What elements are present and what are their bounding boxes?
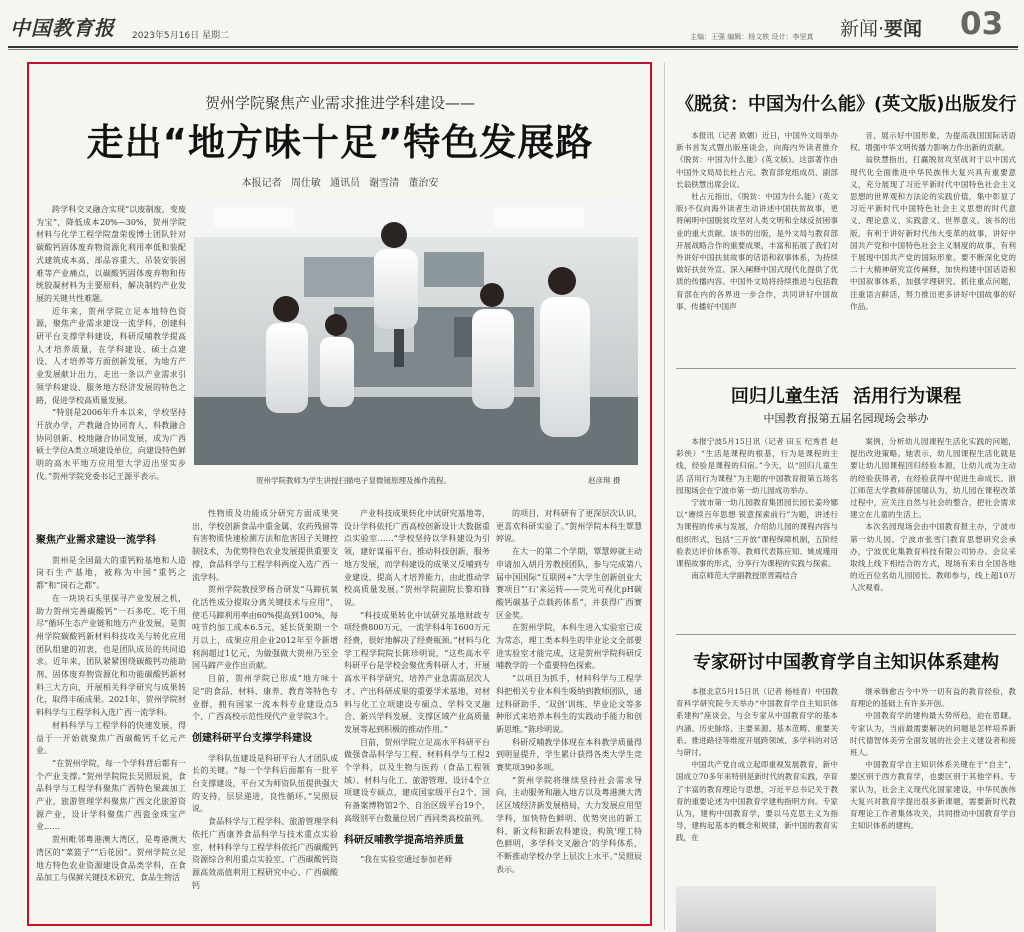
article-byline: 本报记者 周仕敏 通讯员 谢雪清 董治安 (241, 178, 439, 189)
paragraph: 科研反哺教学体现在本科教学质量得到明显提升，学生累计获得各类大学生竞赛奖项390多项。 (496, 737, 642, 773)
article2-column-2 (850, 130, 1016, 362)
section-heading: 聚焦产业需求建设一流学科 (36, 535, 156, 546)
article3-column-2 (850, 436, 1016, 626)
paragraph: 宁波市第一幼儿园教育集团园长园长姜玲娜以“赓续百年思想 锐意探索前行”为题，讲述行为课程的传承与发展，介绍幼儿园的课程内容与组织形式，包括“三开放”课程保障机制，五阶经验表达评价体系等。教师代表陈应知、姚成瑾用课程故事的形式，分享行为课程的实践与探索。 (676, 498, 838, 569)
paragraph: 本次名园现场会由中国教育报主办，宁波市第一幼儿园、宁波市张雪门教育思想研究会承办，宁波优化集教育科技有限公司协办。会议采取线上线下相结合的方式，现场有来自全国各地的近百位名幼儿园园长、教师参与，线上超10万人次观看。 (850, 522, 1016, 593)
article3-column-1 (676, 436, 838, 626)
paragraph: 杜占元指出，《脱贫：中国为什么能》(英文版)不仅向海外读者生动讲述中国扶贫故事，更将阐明中国脱贫攻坚对人类文明和全球反贫困事业的重大贡献。该书的出版，是外文局与教育部开展战略合作的重要成果，丰富和拓展了我们对外讲好中国扶贫故事的话语和叙事体系，为持续做好扶贫外宣、深入阐释中国式现代化提供了优质的传播内容。中国外文局将持续推进与包括教育部在内的各界进一步合作，共同讲好中国故事、传播好中国声 (676, 192, 838, 311)
paragraph: 目前，贺州学院已形成“地方味十足”的食品、材料、康养、教育等特色专业群，拥有国家一流本科专业建设点5个、广西高校示范性现代产业学院3个。 (192, 674, 338, 722)
editor-credits: 主编：王强 编辑：杨文轶 设计：李坚真 (690, 33, 814, 41)
masthead (0, 0, 1024, 46)
article-kicker: 贺州学院聚焦产业需求推进学科建设—— (204, 94, 475, 112)
article-separator (676, 368, 1016, 369)
article2-column-1 (676, 130, 838, 362)
paragraph: “我在实验室通过参加老师 (360, 855, 453, 865)
section-bold: 要闻 (884, 18, 923, 40)
section-heading: 科研反哺教学提高培养质量 (344, 834, 464, 846)
article-column-2 (192, 508, 338, 924)
paragraph: 学科队伍建设是科研平台人才团队成长的关键。“每一个学科后面都有一批平台支撑建设，平台又为师资队伍提供强大的支持，层层递进，良性循环。”吴照辰说。 (192, 753, 338, 814)
paragraph: 本报宁波5月15日讯（记者 田玉 纪秀君 赵彩侠）“生活是课程的根基，行为是课程的主线，经验是课程的归宿。”今天，以“回归儿童生活 活用行为课程”为主题的中国教育报第五场名园现场会在宁波市第一幼儿园成功举办。 (676, 437, 838, 495)
paragraph: 性物质及功能成分研究方面成果突出，学校创新食品中重金属、农药残留等有害物质快速检测方法和危害因子关键控制技术，为优势特色农业发展提供重要支撑，食品科学与工程学科两度入选广西一流学科。 (192, 509, 338, 582)
page-number: 03 (960, 6, 1004, 42)
article4-column-2 (850, 686, 1016, 882)
article4-column-1 (676, 686, 838, 882)
paragraph: “特别是2006年升本以来，学校坚持开放办学，产教融合协同育人、科教融合协同创新、校地融合协同发展，成为广西硕士学位A类立项建设单位，向建设特色鲜明的高水平地方应用型大学迈出坚实步伐。”贺州学院党委书记王源平表示。 (36, 408, 186, 481)
paragraph: 近年来，贺州学院立足本地特色资源，聚焦产业需求建设一流学科，创建科研平台支撑学科建设，科研反哺教学提高人才培养质量，在学科建设、硕士点建设、人才培养等方面创新发展，为地方产业发展献计出力，走出一条以产业需求引领学科建设、服务地方经济发展的特色之路，促进学校高质量发展。 (36, 306, 186, 405)
paragraph: 产业科技成果转化中试研究基地等，设计学科依托广西高校创新设计大数据重点实验室……“学校坚持以学科建设为引领，建好谋福平台，推动科技创新，服务地方发展，而学科建设的成果又反哺到专业建设、提高人才培养能力，由此推动学校高质量发展。”贺州学院副院长黎珀锋说。 (344, 509, 490, 607)
article-column-1 (36, 204, 186, 520)
paragraph: 中国教育学的建构最大势所趋，迫在眉睫。专家认为，当前最需要解决的问题是怎样培养新时代德智体美劳全面发展的社会主义建设者和接班人。 (850, 711, 1016, 758)
column-divider (664, 62, 665, 930)
paragraph: 跨学科交叉融合实现“以废制废，变废为宝”，降低成本20%—30%，贺州学院材料与化学工程学院盘荣俊博士团队针对碳酸钙固体废弃物资源化利用率低和装配式建筑成本高、部品容重大、吊装安装困难等产业痛点，以碳酸钙固体废弃物和传统胶凝材料为主要原料，解决制约产业发展的关键共性难题。 (36, 205, 186, 303)
issue-date: 2023年5月16日 星期二 (132, 31, 229, 41)
article3-headline: 回归儿童生活 活用行为课程 (730, 386, 962, 407)
paragraph: “以项目为抓手，材料科学与工程学科把相关专业本科生吸纳到教师团队，通过科研助手、‘双创’训练、毕业论文等多种形式来培养本科生的实践动手能力和创新思维。”陈珍明说。 (496, 674, 642, 734)
paragraph: 翁铁慧指出，打赢脱贫攻坚战对于以中国式现代化全面推进中华民族伟大复兴具有重要意义，充分展现了习近平新时代中国特色社会主义思想的世界观和方法论的实践价值，集中彰显了习近平新时代中国特色社会主义思想的时代意义、理论意义、实践意义、世界意义。该书的出版，有利于讲好新时代伟大变革的故事，讲好中国共产党和中国特色社会主义制度的故事，有利于展现中国共产党的国际形象。要不断深化党的二十大精神研究宣传阐释，加快构建中国话语和中国叙事体系，加强学理研究、抓住重点问题，注重语言鲜活，努力推出更多讲好中国故事的好作品。 (850, 155, 1016, 311)
paragraph: 目前，贺州学院立足高水平科研平台做强食品科学与工程、材料科学与工程2个学科，以及生物与医药（食品工程领域）、材料与化工、旅游管理、设计4个立项建设专硕点，建成国家级平台2个、国有备案博物馆2个、自治区级平台19个，高级别平台数量位居广西同类高校前列。 (344, 737, 490, 823)
paragraph: 贺州毗邻粤港澳大湾区，是粤港澳大湾区的“菜篮子”“后花园”。贺州学院立足地方特色农业资源建设食品类学科，在食品加工与保鲜关键技术研究、食品生物活 (36, 835, 186, 883)
photo-caption: 贺州学院教师为学生讲授扫描电子显微镜原理及操作流程。 (256, 476, 451, 485)
paragraph: 材料科学与工程学科的快速发展，得益于一开始就聚焦广西碳酸钙千亿元产业。 (36, 720, 186, 756)
paragraph: 本报讯（记者 欧媚）近日，中国外文局举办新书首发式暨出版座谈会，向海内外读者推介《脱贫：中国为什么能》(英文版)。这部著作由中国外文局局长杜占元、教育部党组成员、副部长翁铁慧出席会议。 (676, 131, 838, 189)
paragraph: 中国教育学自主知识体系关键在于“自主”，要区别于西方教育学，也要区别于其他学科。专家认为，社会主义现代化国家建设，中华民族伟大复兴对教育学提出很多新课题，需要新时代教育理论工作者集体攻关，共同推动中国教育学自主知识体系的建构。 (850, 760, 1016, 831)
paragraph: 贺州学院教授罗杨合研发“马蹄抗氧化活性成分提取分离关键技术与应用”，使毛马蹄利用率由60%提高到100%，每吨节约加工成本6.5元，延长货架期一个月以上，成果应用企业2012年至今新增利润超过1亿元，为做强做大贺州乃至全国马蹄产业作出贡献。 (192, 585, 338, 671)
paragraph: “科技成果转化中试研究基地财政专项经费800万元，一流学科4年1600万元经费，很好地解决了经费瓶颈。”材料与化学工程学院院长陈珍明说，“这些高水平科研平台是学校会聚优秀科研人才，开展高水平科学研究、培养产业急需高层次人才、产出科研成果的重要学术基地，对材料与化工立项建设专硕点、学科交叉融合、新兴学科发展、支撑区域产业高质量发展等起到积极的推动作用。” (344, 610, 490, 734)
paragraph: 在一块块石头里探寻产业发展之机，助力贺州完善碳酸钙“一石多吃、吃干用尽”循环生态产业链和地方产业发展，是贺州学院碳酸钙新材料科技攻关与转化应用团队组建的初衷，也是团队成员的共同追求。近年来，团队紧紧围绕碳酸钙功能助剂、固体废弃物资源化和功能碳酸钙新材料三大方向，开展相关科学研究与成果转化，取得丰硕成果。2021年，贺州学院材料科学与工程学科入选广西一流学科。 (36, 593, 186, 718)
article3-subhead: 中国教育报第五届名园现场会举办 (763, 412, 929, 425)
article2-headline: 《脱贫：中国为什么能》(英文版)出版发行 (676, 94, 1017, 115)
article-column-1b (36, 526, 186, 924)
section-name (840, 14, 922, 41)
paragraph: 中国共产党自成立起即重视发展教育，新中国成立70多年来特别是新时代的教育实践，孕育了丰富的教育理论与思想，习近平总书记关于教育的重要论述为中国教育学建构指明方向。专家认为，建构中国教育学，要以马克思主义为指导，建构起基本的概念和规律，新中国的教育实践，在 (676, 760, 838, 843)
section-heading: 创建科研平台支撑学科建设 (192, 732, 312, 744)
masthead-rule (8, 46, 1018, 48)
section-prefix: 新闻· (840, 18, 885, 40)
paragraph: 本报北京5月15日讯（记者 杨桂青）中国教育科学研究院今天举办“中国教育学自主知识体系建构”座谈会，与会专家从中国教育学的基本内涵、历史脉络、主要来源、基本范畴、重要关系、推进路径等维度开展跨领域、多学科的对话与研讨。 (676, 687, 838, 758)
paragraph: 音，展示好中国形象，为提高我国国际话语权、增强中华文明传播力影响力作出新的贡献。 (850, 131, 1016, 153)
paragraph: “在贺州学院，每一个学科背后都有一个产业支撑。”贺州学院院长吴照辰说，食品科学与工程学科聚焦广西特色果蔬加工产业，旅游管理学科聚焦广西文化旅游资源产业，设计学科聚焦广西瓷金珠宝产业…… (36, 758, 186, 832)
bottom-photo (676, 886, 936, 932)
article-headline: 走出“地方味十足”特色发展路 (86, 121, 594, 164)
paragraph: 贺州是全国最大的重钙粉基地和人造岗石生产基地，被称为中国“重钙之都”和“岗石之都”。 (36, 555, 186, 591)
paragraph: 食品科学与工程学科、旅游管理学科依托广西康养食品科学与技术重点实验室，材料科学与工程学科依托广西碳酸钙资源综合利用重点实验室、广西碳酸钙资源高效高值利用工程研究中心、广西碳酸钙 (192, 817, 338, 890)
lab-scene-illustration (194, 197, 638, 465)
article-column-4 (496, 508, 642, 924)
paragraph: “贺州学院将继续坚持社会需求导向，主动服务和融入地方以及粤港澳大湾区区域经济新发展格局，大力发展应用型学科，加快特色鲜明、优势突出的新工科、新文科和新农科建设，构筑‘理工特色鲜明，多学科交叉融合’的学科体系，不断推动学校办学上层次上水平。”吴照辰表示。 (496, 775, 642, 874)
masthead-rule-thin (8, 49, 1018, 50)
paragraph: 南京师范大学副教授原晋霞结合 (691, 571, 798, 581)
photo-credit: 赵彦琪 摄 (588, 476, 621, 485)
article4-headline: 专家研讨中国教育学自主知识体系建构 (693, 652, 999, 673)
article-photo (194, 197, 638, 465)
paragraph: 的项目，对科研有了更深层次认识，更喜欢科研实验了。”贺州学院本科生覃慧婷说。 (496, 509, 642, 544)
article-separator (676, 634, 1016, 635)
paragraph: 案例，分析幼儿园课程生活化实践的问题，提出改进策略。她表示，幼儿园课程生活化就是要让幼儿园课程回归经验本源，让幼儿成为主动的经验获得者，在经验获得中促进生命成长。浙江师范大学教师薛国瑞认为，幼儿园在课程改革过程中，应关注自然与社会的整合，把社会需求建立在儿童的生活上。 (850, 437, 1016, 520)
paragraph: 继承韩愈古今中外一切有益的教育经验，教育理论的基础上有许多开创。 (850, 687, 1016, 709)
article-column-3 (344, 508, 490, 924)
paragraph: 在大一的第二个学期，覃慧婷就主动申请加入胡月芳教授团队，参与完成第八届中国国际“互联网+”大学生创新创业大赛项目“‘石’来运转——荧光可视化pH碳酸钙碳基子点载药体系”，并获得广西赛区金奖。 (496, 547, 642, 620)
newspaper-logo: 中国教育报 (10, 16, 115, 40)
paragraph: 在贺州学院，本科生进入实验室已成为常态，理工类本科生的毕业论文全部要进实验室才能完成，这是贺州学院科研反哺教学的一个重要特色探索。 (496, 623, 642, 671)
